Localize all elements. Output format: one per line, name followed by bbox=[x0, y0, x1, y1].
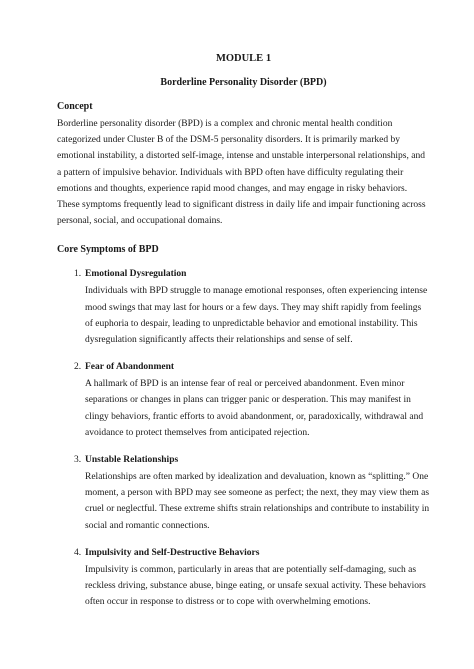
concept-heading: Concept bbox=[57, 101, 93, 112]
symptom-number: 1. bbox=[74, 269, 82, 280]
symptom-item-unstable-relationships bbox=[57, 453, 430, 534]
symptom-item-fear-of-abandonment bbox=[57, 360, 430, 441]
concept-paragraph: Borderline personality disorder (BPD) is a complex and chronic mental health condition categorized under Cluster B of the DSM-5 personality disorders. It is primarily marked by emotional instability, a distorted self-image, intense and unstable interpersonal relationships, and a pattern of impulsive behavior. Individuals with BPD often have difficulty regulating their emotions and thoughts, experience rapid mood changes, and may engage in risky behaviors. These symptoms frequently lead to significant distress in daily life and impair functioning across personal, social, and occupational domains. bbox=[57, 119, 426, 227]
symptom-text: Impulsivity is common, particularly in areas that are potentially self-damaging, such as reckless driving, substance abuse, binge eating, or unsafe sexual activity. These behaviors often occur in response to distress or to cope with overwhelming emotions. bbox=[85, 564, 426, 608]
symptom-number: 3. bbox=[74, 455, 82, 466]
symptom-title: Emotional Dysregulation bbox=[85, 269, 187, 280]
symptom-title: Unstable Relationships bbox=[85, 455, 179, 466]
symptom-text: Relationships are often marked by idealization and devaluation, known as “splitting.” One moment, a person with BPD may see someone as perfect; the next, they may view them as cruel or neglectful. These extreme shifts strain relationships and contribute to instability in social and romantic connections. bbox=[85, 472, 430, 531]
core-symptoms-heading: Core Symptoms of BPD bbox=[57, 244, 159, 256]
document-title: Borderline Personality Disorder (BPD) bbox=[160, 77, 327, 88]
symptom-text: A hallmark of BPD is an intense fear of real or perceived abandonment. Even minor separations or changes in plans can trigger panic or desperation. This may manifest in clingy behaviors, frantic efforts to avoid abandonment, or, paradoxically, withdrawal and avoidance to protect themselves from anticipated rejection. bbox=[85, 379, 424, 438]
symptom-number: 4. bbox=[74, 547, 82, 558]
module-label: MODULE 1 bbox=[215, 53, 272, 64]
symptom-list bbox=[57, 267, 430, 610]
symptom-item-emotional-dysregulation bbox=[57, 267, 430, 348]
symptom-title: Fear of Abandonment bbox=[85, 362, 175, 373]
symptom-title: Impulsivity and Self-Destructive Behaviors bbox=[85, 547, 260, 558]
symptom-text: Individuals with BPD struggle to manage emotional responses, often experiencing intense mood swings that may last for hours or a few days. They may shift rapidly from feelings of euphoria to despair, leading to unpredictable behavior and emotional instability. This dysregulation significantly affects their relationships and sense of self. bbox=[85, 286, 428, 346]
symptom-item-impulsivity bbox=[57, 546, 430, 611]
symptom-number: 2. bbox=[74, 362, 82, 373]
